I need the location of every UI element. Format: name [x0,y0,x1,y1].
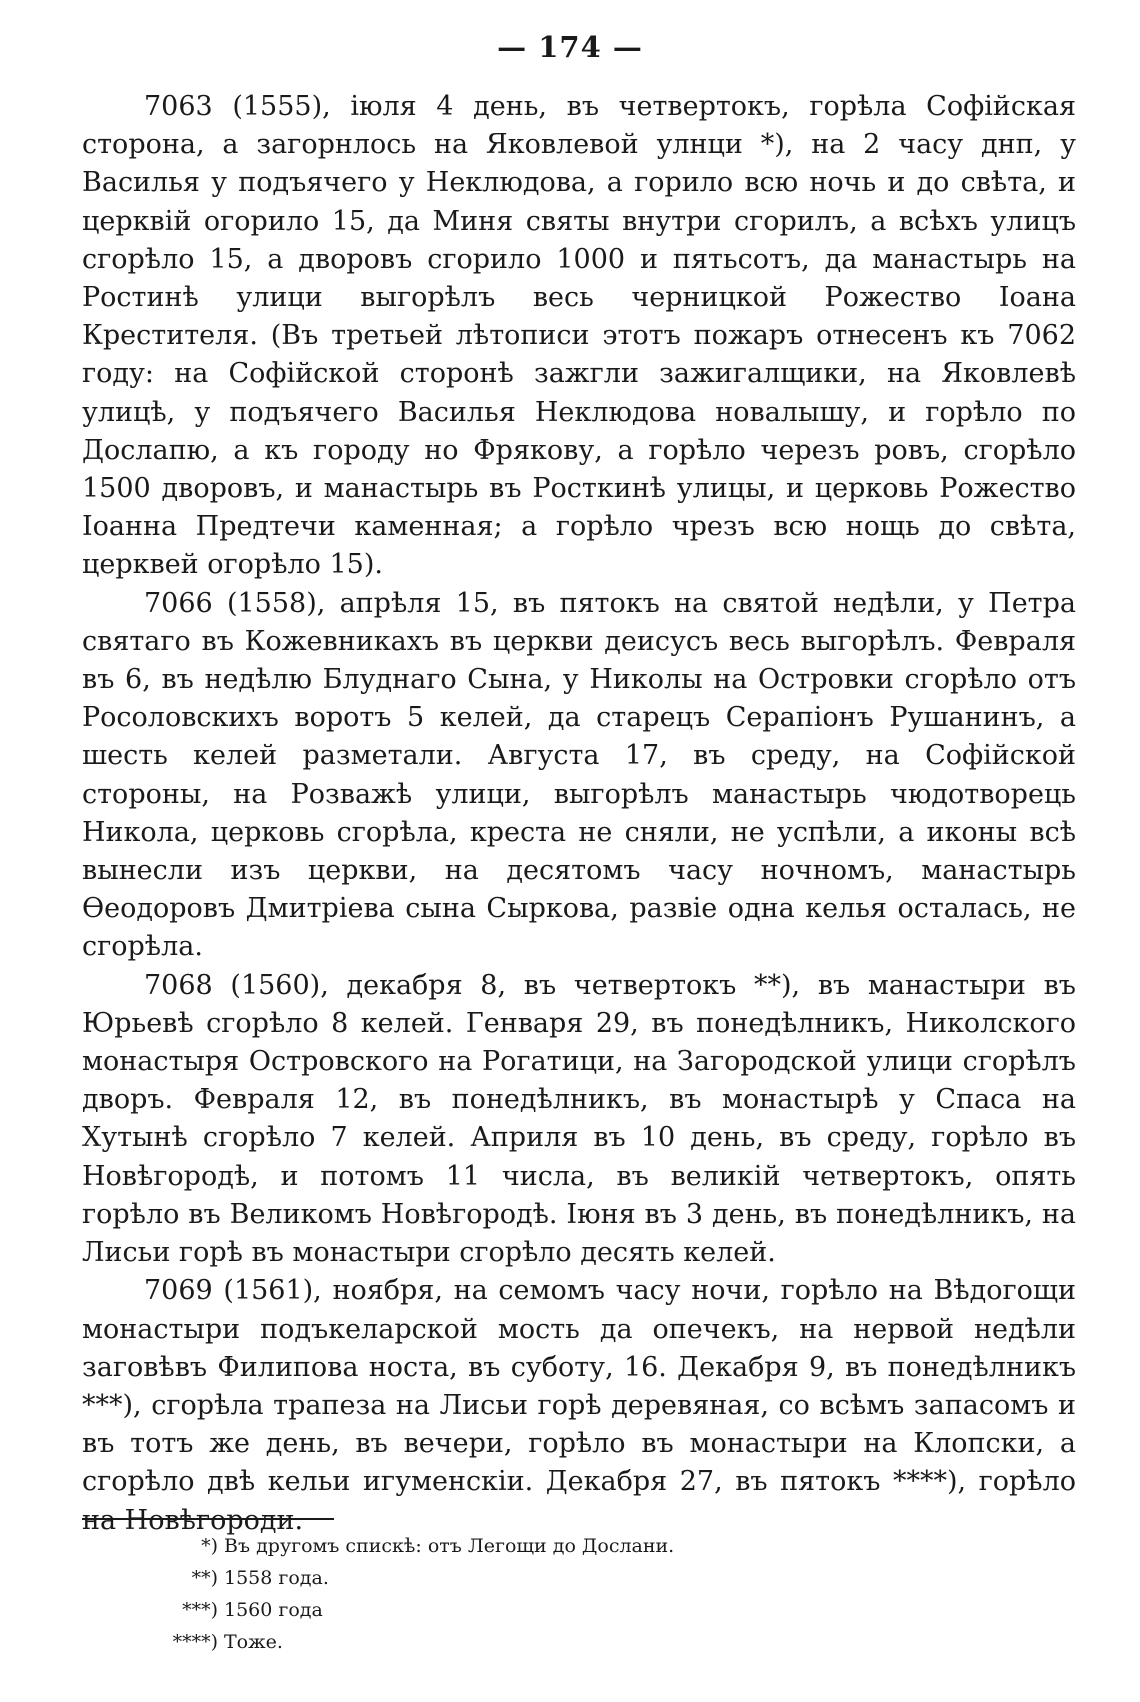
paragraph-7063: 7063 (1555), іюля 4 день, въ четвертокъ, горѣла Софійская сторона, а загорнлось на Яковлевой улнци *), на 2 часу днп, у Василья у подъячего у Неклюдова, а горило всю ночь и до свѣта, и церквій огорило 15, да Миня святы внутри сгорилъ, а всѣхъ улицъ сгорѣло 15, а дворовъ сгорило 1000 и пятьсотъ, да манастырь на Ростинѣ улици выгорѣлъ весь черницкой Рожество Іоана Крестителя. (Въ третьей лѣтописи этотъ пожаръ отнесенъ къ 7062 году: на Софійской сторонѣ зажгли зажигалщики, на Яковлевѣ улицѣ, у подъячего Василья Неклюдова новалышу, и горѣло по Дослапю, а къ городу но Фрякову, а горѣло черезъ ровъ, сгорѣло 1500 дворовъ, и манастырь въ Росткинѣ улицы, и церковь Рожество Іоанна Предтечи каменная; а горѣло чрезъ всю нощь до свѣта, церквей огорѣло 15). [82,91,1076,581]
footnote-text: Тоже. [224,1631,283,1653]
footnote-1 [82,1530,982,1562]
footnote-divider [82,1518,334,1520]
footnote-mark: **) [191,1567,218,1589]
footnote-3 [82,1594,982,1626]
footnote-2 [82,1562,982,1594]
paragraph-7068: 7068 (1560), декабря 8, въ четвертокъ **), въ манастыри въ Юрьевѣ сгорѣло 8 келей. Генваря 29, въ понедѣлникъ, Николского монастыря Островского на Рогатици, на Загородской улици сгорѣлъ дворъ. Февраля 12, въ понедѣлникъ, въ монастырѣ у Спаса на Хутынѣ сгорѣло 7 келей. Априля въ 10 день, въ среду, горѣло въ Новѣгородѣ, и потомъ 11 числа, въ великій четвертокъ, опять горѣло въ Великомъ Новѣгородѣ. Іюня въ 3 день, въ понедѣлникъ, на Лисьи горѣ въ монастыри сгорѣло десять келей. [82,969,1076,1269]
footnote-text: 1560 года [224,1599,323,1621]
paragraph-7069: 7069 (1561), ноября, на семомъ часу ночи, горѣло на Вѣдогощи монастыри подъкеларской мость да опечекъ, на нервой недѣли заговѣвъ Филипова носта, въ суботу, 16. Декабря 9, въ понедѣлникъ ***), сгорѣла трапеза на Лисьи горѣ деревяная, со всѣмъ запасомъ и въ тотъ же день, въ вечери, горѣло въ монастыри на Клопски, а сгорѣло двѣ кельи игуменскіи. Декабря 27, въ пятокъ ****), горѣло на Новѣгороди. [82,1275,1076,1536]
body-text [82,88,1076,1540]
footnote-text: Въ другомъ спискѣ: отъ Легощи до Дослани. [224,1535,675,1557]
footnote-4 [82,1626,982,1658]
footnote-mark: ***) [182,1599,218,1621]
footnote-mark: *) [201,1535,218,1557]
footnotes [82,1530,982,1658]
paragraph-7066: 7066 (1558), апрѣля 15, въ пятокъ на святой недѣли, у Петра святаго въ Кожевникахъ въ церкви деисусъ весь выгорѣлъ. Февраля въ 6, въ недѣлю Блуднаго Сына, у Николы на Островки сгорѣло отъ Росоловскихъ воротъ 5 келей, да старецъ Серапіонъ Рушанинъ, а шесть келей разметали. Августа 17, въ среду, на Софійской стороны, на Розважѣ улици, выгорѣлъ манастырь чюдотворець Никола, церковь сгорѣла, креста не сняли, не успѣли, а иконы всѣ вынесли изъ церкви, на десятомъ часу ночномъ, манастырь Ѳеодоровъ Дмитріева сына Сыркова, развіе одна келья осталась, не сгорѣла. [82,587,1076,963]
footnote-mark: ****) [172,1631,218,1653]
footnote-text: 1558 года. [224,1567,329,1589]
page-number: — 174 — [497,30,643,64]
